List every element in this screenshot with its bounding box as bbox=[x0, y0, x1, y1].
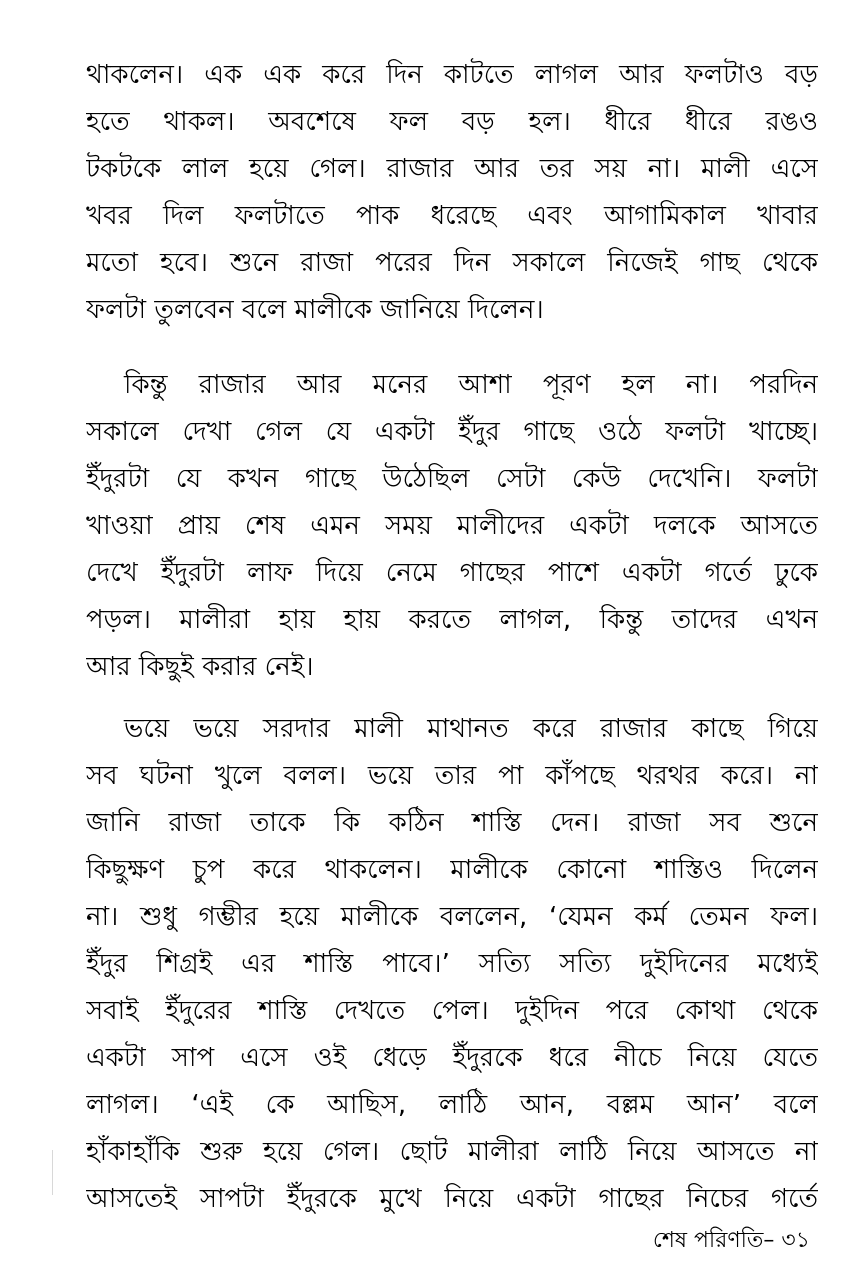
text-line: হাঁকাহাঁকি শুরু হয়ে গেল। ছোট মালীরা লাঠি নিয়ে আসতে না bbox=[86, 1137, 818, 1167]
text-line: ফলটা তুলবেন বলে মালীকে জানিয়ে দিলেন। bbox=[86, 295, 544, 325]
paragraph-3 bbox=[86, 706, 818, 1223]
text-line: খাওয়া প্রায় শেষ এমন সময় মালীদের একটা দলকে আসতে bbox=[86, 511, 818, 541]
text-line: ভয়ে ভয়ে সরদার মালী মাথানত করে রাজার কাছে গিয়ে bbox=[124, 714, 818, 744]
text-line: লাগল। ‘এই কে আছিস, লাঠি আন, বল্লম আন’ বলে bbox=[86, 1090, 818, 1120]
text-line: দেখে ইঁদুরটা লাফ দিয়ে নেমে গাছের পাশে একটা গর্তে ঢুকে bbox=[86, 558, 818, 588]
text-line: না। শুধু গম্ভীর হয়ে মালীকে বললেন, ‘যেমন কর্ম তেমন ফল। bbox=[86, 902, 818, 932]
page-footer: শেষ পরিণতি– ৩১ bbox=[652, 1228, 810, 1253]
text-line: জানি রাজা তাকে কি কঠিন শাস্তি দেন। রাজা সব শুনে bbox=[86, 808, 818, 838]
text-line: থাকলেন। এক এক করে দিন কাটতে লাগল আর ফলটাও বড় bbox=[86, 60, 818, 90]
text-line: খবর দিল ফলটাতে পাক ধরেছে এবং আগামিকাল খাবার bbox=[86, 201, 818, 231]
text-line: পড়ল। মালীরা হায় হায় করতে লাগল, কিন্তু তাদের এখন bbox=[86, 605, 818, 635]
text-line: আসতেই সাপটা ইঁদুরকে মুখে নিয়ে একটা গাছের নিচের গর্তে bbox=[86, 1184, 818, 1214]
text-line: ইঁদুরটা যে কখন গাছে উঠেছিল সেটা কেউ দেখেনি। ফলটা bbox=[86, 464, 818, 494]
text-line: কিন্তু রাজার আর মনের আশা পূরণ হল না। পরদিন bbox=[124, 370, 818, 400]
text-line: একটা সাপ এসে ওই ধেড়ে ইঁদুরকে ধরে নীচে নিয়ে যেতে bbox=[86, 1043, 818, 1073]
text-line: সব ঘটনা খুলে বলল। ভয়ে তার পা কাঁপছে থরথর করে। না bbox=[86, 761, 818, 791]
text-line: হতে থাকল। অবশেষে ফল বড় হল। ধীরে ধীরে রঙও bbox=[86, 107, 818, 137]
margin-mark bbox=[52, 1150, 53, 1195]
paragraph-1 bbox=[86, 52, 818, 334]
text-line: টকটকে লাল হয়ে গেল। রাজার আর তর সয় না। মালী এসে bbox=[86, 154, 818, 184]
text-line: আর কিছুই করার নেই। bbox=[86, 652, 314, 682]
text-line: মতো হবে। শুনে রাজা পরের দিন সকালে নিজেই গাছ থেকে bbox=[86, 248, 818, 278]
text-line: ইঁদুর শিগ্রই এর শাস্তি পাবে।’ সত্যি সত্যি দুইদিনের মধ্যেই bbox=[86, 949, 818, 979]
text-line: সবাই ইঁদুরের শাস্তি দেখতে পেল। দুইদিন পরে কোথা থেকে bbox=[86, 996, 818, 1026]
text-line: সকালে দেখা গেল যে একটা ইঁদুর গাছে ওঠে ফলটা খাচ্ছে। bbox=[86, 417, 818, 447]
paragraph-2 bbox=[86, 362, 818, 691]
text-line: কিছুক্ষণ চুপ করে থাকলেন। মালীকে কোনো শাস্তিও দিলেন bbox=[86, 855, 818, 885]
